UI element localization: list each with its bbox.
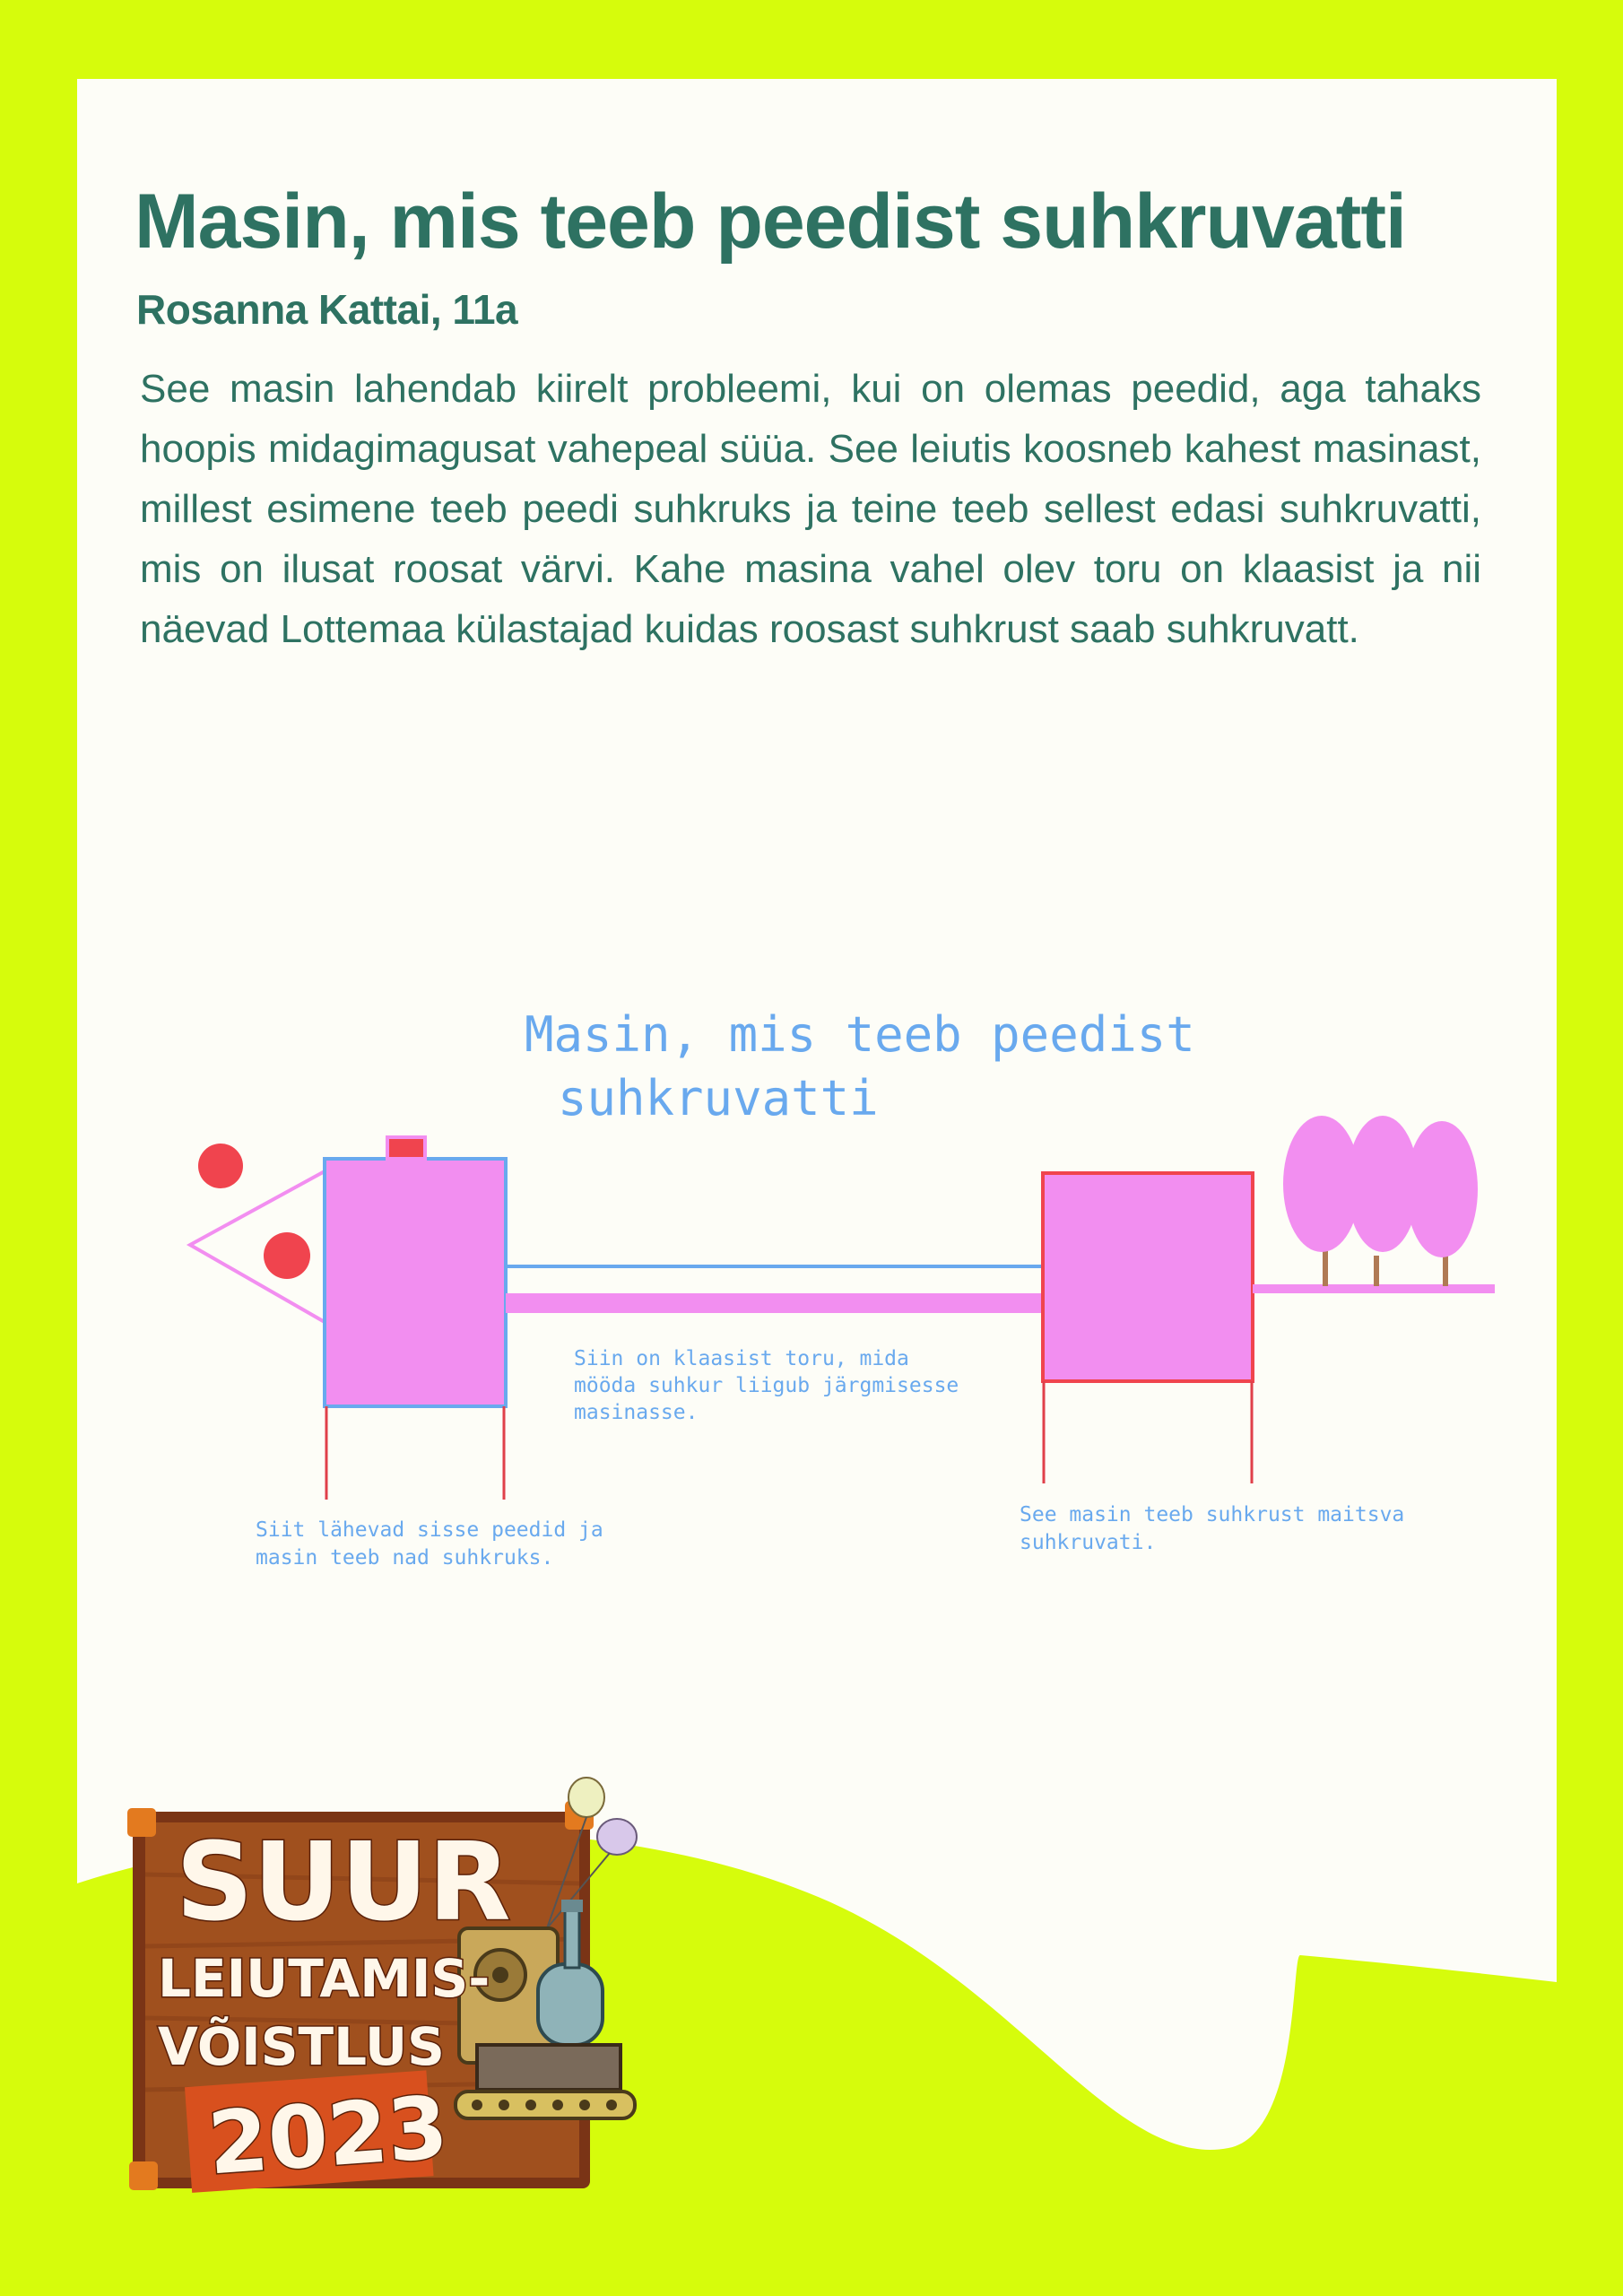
page-title: Masin, mis teeb peedist suhkruvatti <box>135 178 1406 265</box>
balloon-icon <box>597 1819 637 1855</box>
glass-tube <box>506 1293 1043 1313</box>
machine-two <box>1043 1173 1253 1381</box>
machine-one <box>325 1159 506 1406</box>
cotton-candy-icon <box>1406 1121 1478 1257</box>
machine-one-top <box>387 1137 425 1159</box>
beet-icon <box>264 1232 310 1279</box>
svg-text:SUUR: SUUR <box>176 1821 511 1945</box>
drawing-title-line2: suhkruvatti <box>558 1070 879 1126</box>
svg-text:LEIUTAMIS-: LEIUTAMIS- <box>158 1948 490 2009</box>
svg-text:VÕISTLUS: VÕISTLUS <box>158 2016 445 2077</box>
input-note: Siit lähevad sisse peedid ja masin teeb nad suhkruks. <box>256 1518 603 1570</box>
drawing-title-line1: Masin, mis teeb peedist <box>525 1006 1195 1063</box>
contest-logo <box>126 1776 681 2224</box>
machine-drawing <box>170 996 1515 1605</box>
beet-icon <box>198 1144 243 1188</box>
author-name: Rosanna Kattai, 11a <box>136 286 518 333</box>
output-note: See masin teeb suhkrust maitsva suhkruvati. <box>1020 1503 1405 1554</box>
description-text: See masin lahendab kiirelt probleemi, kui on olemas peedid, aga tahaks hoopis midagimagusat vahepeal süüa. See leiutis koosneb kahest masinast, millest esimene teeb peedi suhkruks ja teine teeb sellest edasi suhkruvatti, mis on ilusat roosat värvi. Kahe masina vahel olev toru on klaasist ja nii näevad Lottemaa külastajad kuidas roosast suhkrust saab suhkruvatt. <box>140 367 1481 651</box>
balloon-icon <box>568 1778 604 1817</box>
tube-note: Siin on klaasist toru, mida mööda suhkur liigub järgmisesse masinasse. <box>574 1347 959 1424</box>
svg-text:2023: 2023 <box>204 2077 451 2195</box>
